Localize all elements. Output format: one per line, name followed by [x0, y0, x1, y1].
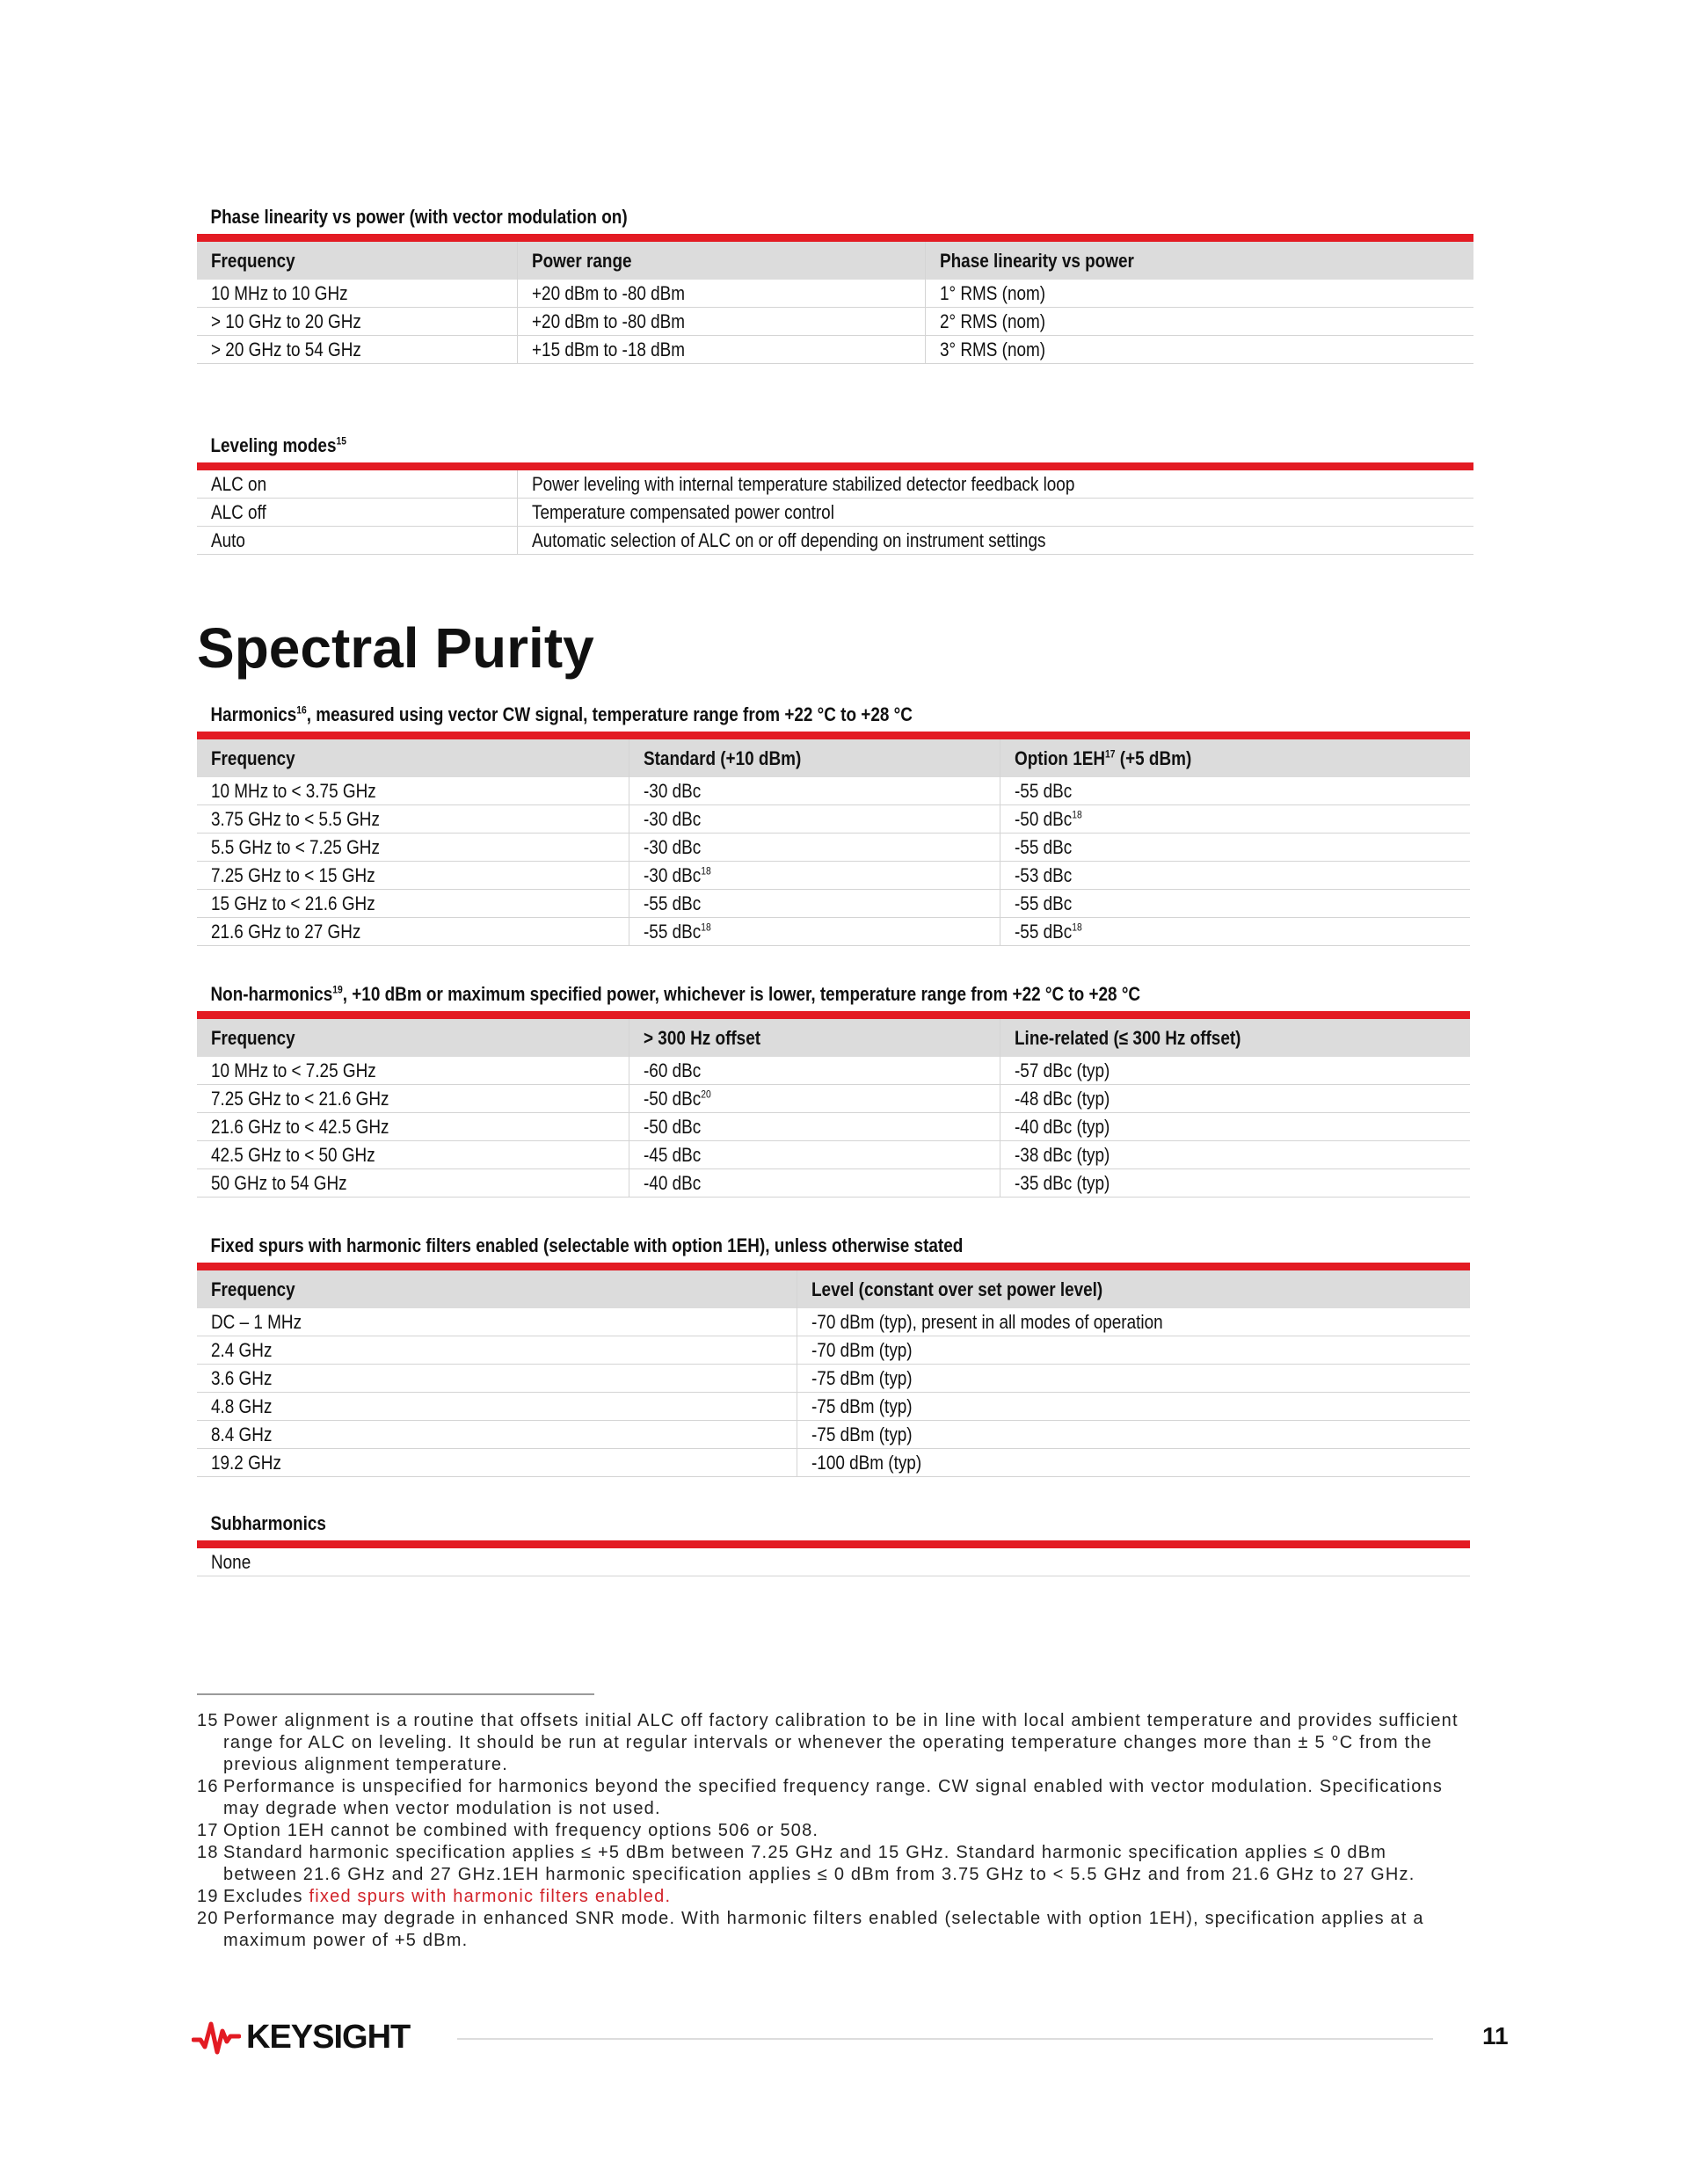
table-cell: 7.25 GHz to < 15 GHz	[211, 863, 375, 886]
section-red-bar	[197, 462, 1473, 470]
table-row	[197, 308, 1473, 336]
table-row	[197, 805, 1470, 834]
table-cell: -38 dBc (typ)	[1014, 1143, 1110, 1166]
table-row	[197, 890, 1470, 918]
table-cell: -50 dBc	[643, 1115, 701, 1138]
table-cell: ALC off	[211, 500, 266, 523]
table-cell: -55 dBc	[1014, 835, 1072, 858]
table-cell: +15 dBm to -18 dBm	[531, 338, 685, 360]
table-cell: -55 dBc	[1014, 779, 1072, 802]
table-cell: 19.2 GHz	[211, 1451, 281, 1474]
table-cell: 5.5 GHz to < 7.25 GHz	[211, 835, 380, 858]
table-cell: 10 MHz to < 7.25 GHz	[211, 1059, 376, 1081]
table-cell: 7.25 GHz to < 21.6 GHz	[211, 1087, 389, 1110]
table-cell: 15 GHz to < 21.6 GHz	[211, 892, 375, 914]
table-row	[197, 862, 1470, 890]
table-cell: 10 MHz to < 3.75 GHz	[211, 779, 376, 802]
keysight-wave-icon	[192, 2017, 241, 2057]
table-header: Frequency	[197, 1019, 629, 1057]
table-header-row	[197, 242, 1473, 280]
footnotes	[197, 1710, 1463, 1952]
table-row	[197, 1393, 1470, 1421]
footnote-item: 15 Power alignment is a routine that offsets initial ALC off factory calibration to be in line with local ambient temperature and provides sufficient range for ALC on leveling. It should be run at regular intervals or whenever the operating temperature changes more than ± 5 °C from the previous alignment temperature.	[197, 1711, 1459, 1774]
phase-linearity-section	[197, 204, 1473, 364]
table-cell: 3.6 GHz	[211, 1366, 273, 1389]
table-cell: -75 dBm (typ)	[811, 1394, 913, 1417]
subharmonics-title: Subharmonics	[210, 1512, 326, 1534]
leveling-modes-title: Leveling modes$^{15}$	[210, 434, 346, 456]
table-row	[197, 336, 1473, 364]
page-title: Spectral Purity	[197, 616, 594, 680]
fixed-spurs-section	[197, 1233, 1470, 1477]
table-row	[197, 1141, 1470, 1169]
table-cell: -60 dBc	[643, 1059, 701, 1081]
nonharmonics-title: Non-harmonics$^{19}$, +10 dBm or maximum specified power, whichever is lower, temperature range from +22 °C to +28 °C	[210, 983, 1141, 1005]
table-row	[197, 1365, 1470, 1393]
table-cell: -75 dBm (typ)	[811, 1366, 913, 1389]
table-cell: -55 dBc	[1014, 892, 1072, 914]
section-red-bar	[197, 1011, 1470, 1019]
footer-divider	[457, 2038, 1433, 2040]
footnote-item: 16 Performance is unspecified for harmonics beyond the specified frequency range. CW signal enabled with vector modulation. Specifications may degrade when vector modulation is not used.	[197, 1777, 1444, 1818]
footnote-item: 18 Standard harmonic specification applies ≤ +5 dBm between 7.25 GHz and 15 GHz. Standard harmonic specification applies ≤ 0 dBm between 21.6 GHz and 27 GHz.1EH harmonic specification applies ≤ 0 dBm from 3.75 GHz to < 5.5 GHz and from 21.6 GHz to 27 GHz.	[197, 1843, 1415, 1884]
table-cell: -40 dBc	[643, 1171, 701, 1194]
table-header-row	[197, 739, 1470, 777]
table-row	[197, 1336, 1470, 1365]
table-cell: 4.8 GHz	[211, 1394, 273, 1417]
subharmonics-section	[197, 1511, 1470, 1576]
table-cell: -30 dBc	[643, 835, 701, 858]
harmonics-section	[197, 702, 1470, 946]
table-row	[197, 499, 1473, 527]
table-header: Line-related (≤ 300 Hz offset)	[1000, 1019, 1470, 1057]
table-cell: 3° RMS (nom)	[939, 338, 1045, 360]
table-cell: -70 dBm (typ), present in all modes of operation	[811, 1310, 1163, 1333]
table-cell: None	[211, 1550, 251, 1573]
table-cell: -55 dBc$^{18}$	[1014, 920, 1082, 943]
leveling-modes-section	[197, 433, 1473, 555]
table-header: Power range	[517, 242, 925, 280]
table-cell: -40 dBc (typ)	[1014, 1115, 1110, 1138]
table-cell: -50 dBc$^{20}$	[643, 1087, 711, 1110]
table-header: Frequency	[197, 242, 517, 280]
table-cell: Auto	[211, 528, 245, 551]
table-header: Frequency	[197, 739, 629, 777]
table-cell: -57 dBc (typ)	[1014, 1059, 1110, 1081]
table-cell: -30 dBc	[643, 807, 701, 830]
table-cell: -70 dBm (typ)	[811, 1338, 913, 1361]
fixed-spurs-table	[197, 1270, 1470, 1477]
table-cell: Automatic selection of ALC on or off depending on instrument settings	[531, 528, 1045, 551]
table-cell: -53 dBc	[1014, 863, 1072, 886]
table-row	[197, 527, 1473, 555]
table-row	[197, 1449, 1470, 1477]
table-row	[197, 1421, 1470, 1449]
logo-text: KEYSIGHT	[246, 2018, 411, 2056]
table-row	[197, 1548, 1470, 1576]
nonharmonics-section	[197, 981, 1470, 1198]
table-cell: -35 dBc (typ)	[1014, 1171, 1110, 1194]
table-cell: -55 dBc	[643, 892, 701, 914]
leveling-modes-table	[197, 470, 1473, 555]
table-cell: +20 dBm to -80 dBm	[531, 309, 685, 332]
table-cell: 50 GHz to 54 GHz	[211, 1171, 347, 1194]
table-row	[197, 1169, 1470, 1198]
table-row	[197, 1085, 1470, 1113]
subharmonics-table	[197, 1548, 1470, 1576]
nonharmonics-table	[197, 1019, 1470, 1198]
table-cell: -30 dBc	[643, 779, 701, 802]
footnote-item: 20 Performance may degrade in enhanced SNR mode. With harmonic filters enabled (selectable with option 1EH), specification applies at a maximum power of +5 dBm.	[197, 1909, 1424, 1950]
table-cell: 21.6 GHz to < 42.5 GHz	[211, 1115, 389, 1138]
table-cell: ALC on	[211, 472, 267, 495]
table-cell: 8.4 GHz	[211, 1423, 273, 1445]
table-cell: 42.5 GHz to < 50 GHz	[211, 1143, 375, 1166]
table-cell: Temperature compensated power control	[531, 500, 834, 523]
table-cell: 2° RMS (nom)	[939, 309, 1045, 332]
fixed-spurs-title: Fixed spurs with harmonic filters enabled (selectable with option 1EH), unless otherwise stated	[210, 1234, 964, 1256]
table-row	[197, 1308, 1470, 1336]
table-cell: 21.6 GHz to 27 GHz	[211, 920, 361, 943]
section-red-bar	[197, 1540, 1470, 1548]
table-cell: -45 dBc	[643, 1143, 701, 1166]
table-header: Standard (+10 dBm)	[629, 739, 1000, 777]
table-cell: 10 MHz to 10 GHz	[211, 281, 348, 304]
table-cell: -55 dBc$^{18}$	[643, 920, 711, 943]
table-header: Level (constant over set power level)	[797, 1270, 1470, 1308]
keysight-logo	[192, 2017, 410, 2057]
table-row	[197, 1113, 1470, 1141]
table-cell: -30 dBc$^{18}$	[643, 863, 711, 886]
table-row	[197, 280, 1473, 308]
harmonics-title: Harmonics$^{16}$, measured using vector CW signal, temperature range from +22 °C to +28 °C	[210, 703, 913, 725]
table-header-row	[197, 1019, 1470, 1057]
table-cell: +20 dBm to -80 dBm	[531, 281, 685, 304]
table-row	[197, 834, 1470, 862]
table-cell: -75 dBm (typ)	[811, 1423, 913, 1445]
footnote-item: 17 Option 1EH cannot be combined with frequency options 506 or 508.	[197, 1821, 819, 1840]
section-red-bar	[197, 1263, 1470, 1270]
footnote-item: 19 Excludes fixed spurs with harmonic filters enabled.	[197, 1887, 672, 1906]
fixed-spurs-link[interactable]: fixed spurs with harmonic filters enabled.	[309, 1887, 672, 1906]
table-cell: DC – 1 MHz	[211, 1310, 302, 1333]
table-row	[197, 918, 1470, 946]
phase-linearity-table	[197, 242, 1473, 364]
footnote-divider	[197, 1693, 594, 1695]
table-cell: 3.75 GHz to < 5.5 GHz	[211, 807, 380, 830]
table-header: Option 1EH$^{17}$ (+5 dBm)	[1000, 739, 1470, 777]
table-cell: > 10 GHz to 20 GHz	[211, 309, 361, 332]
table-cell: Power leveling with internal temperature stabilized detector feedback loop	[531, 472, 1074, 495]
harmonics-table	[197, 739, 1470, 946]
table-row	[197, 1057, 1470, 1085]
table-row	[197, 470, 1473, 499]
table-cell: -48 dBc (typ)	[1014, 1087, 1110, 1110]
table-cell: -50 dBc$^{18}$	[1014, 807, 1082, 830]
section-red-bar	[197, 732, 1470, 739]
table-cell: -100 dBm (typ)	[811, 1451, 921, 1474]
table-cell: 2.4 GHz	[211, 1338, 273, 1361]
table-cell: > 20 GHz to 54 GHz	[211, 338, 361, 360]
table-header-row	[197, 1270, 1470, 1308]
phase-linearity-title: Phase linearity vs power (with vector modulation on)	[210, 206, 628, 228]
page-number: 11	[1482, 2022, 1509, 2049]
section-red-bar	[197, 234, 1473, 242]
table-cell: 1° RMS (nom)	[939, 281, 1045, 304]
table-header: Phase linearity vs power	[925, 242, 1473, 280]
table-header: Frequency	[197, 1270, 797, 1308]
table-header: > 300 Hz offset	[629, 1019, 1000, 1057]
table-row	[197, 777, 1470, 805]
